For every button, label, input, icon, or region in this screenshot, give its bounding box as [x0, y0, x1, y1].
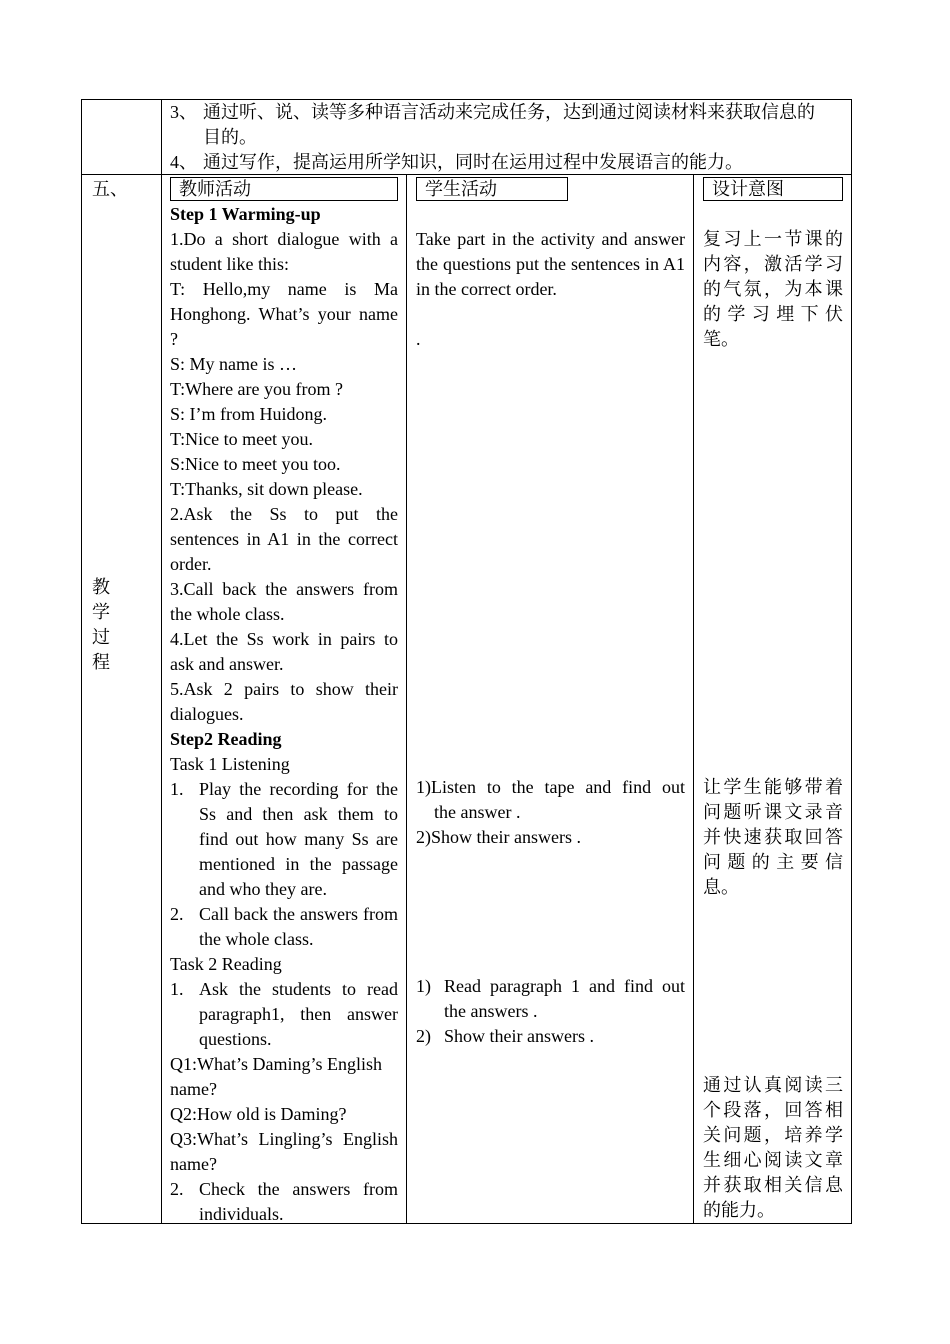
- header-design-intent: 设计意图: [703, 177, 843, 201]
- teacher-step1-item2: 2.Ask the Ss to put the sentences in A1 in the correct order.: [170, 504, 398, 574]
- design-line: 并快速获取回答: [703, 827, 843, 847]
- dialogue-line: S:Nice to meet you too.: [170, 454, 341, 474]
- step1-title: Step 1 Warming-up: [170, 204, 321, 224]
- dialogue-line: T:Nice to meet you.: [170, 429, 314, 449]
- objective-3-number: 3、: [170, 102, 197, 122]
- task2-item: [170, 1177, 398, 1227]
- list-number: 2.: [170, 904, 184, 924]
- teacher-step1-item3: 3.Call back the answers from the whole class.: [170, 579, 398, 624]
- list-text: Ask the students to read paragraph1, then answer questions.: [199, 979, 398, 1049]
- header-student-activity: 学生活动: [416, 177, 568, 201]
- objective-3-line2: 目的。: [203, 127, 257, 147]
- dialogue-line: S: My name is …: [170, 354, 298, 374]
- design-line: 复习上一节课的: [703, 229, 843, 249]
- student-task2-item: [416, 974, 685, 1024]
- teacher-step1-item5: 5.Ask 2 pairs to show their dialogues.: [170, 679, 398, 724]
- list-text: Read paragraph 1 and find out the answers .: [444, 976, 685, 1021]
- student-step1-dot: .: [416, 329, 421, 349]
- header-teacher-activity: 教师活动: [170, 177, 398, 201]
- design-line: 息。: [703, 877, 739, 897]
- task2-item: [170, 977, 398, 1052]
- question-line: Q2:How old is Daming?: [170, 1104, 347, 1124]
- design-line: 通过认真阅读三: [703, 1075, 843, 1095]
- section-title-char: 过: [92, 627, 110, 647]
- student-task1-line: the answer .: [434, 802, 521, 822]
- design-line: 的气氛，为本课: [703, 279, 843, 299]
- design-line: 内容，激活学习: [703, 254, 843, 274]
- student-task1-line: 1)Listen to the tape and find out: [416, 777, 685, 797]
- list-text: Call back the answers from the whole class.: [199, 904, 398, 949]
- list-number: 2): [416, 1026, 431, 1046]
- teacher-step1-item4: 4.Let the Ss work in pairs to ask and answer.: [170, 629, 398, 674]
- section-title-char: 程: [92, 652, 110, 672]
- design-line: 并获取相关信息: [703, 1175, 843, 1195]
- question-line: Q3:What’s Lingling’s English name?: [170, 1129, 398, 1174]
- list-number: 1): [416, 976, 431, 996]
- section-title-char: 教: [92, 577, 110, 597]
- design-intent-1: [703, 227, 843, 352]
- task2-title: Task 2 Reading: [170, 954, 282, 974]
- teacher-activity-column: [170, 202, 398, 1227]
- list-text: Check the answers from individuals.: [199, 1179, 398, 1224]
- student-step1-activity: Take part in the activity and answer the questions put the sentences in A1 in the correct order.: [416, 229, 685, 299]
- step2-title: Step2 Reading: [170, 729, 282, 749]
- design-line: 问题听课文录音: [703, 802, 843, 822]
- design-line: 让学生能够带着: [703, 777, 843, 797]
- design-line: 的学习埋下伏: [703, 304, 843, 324]
- design-line: 问题的主要信: [703, 852, 843, 872]
- dialogue-line: T:Thanks, sit down please.: [170, 479, 363, 499]
- design-line: 关问题，培养学: [703, 1125, 843, 1145]
- design-intent-2: [703, 775, 843, 900]
- column-divider-2: [406, 175, 407, 1224]
- design-line: 生细心阅读文章: [703, 1150, 843, 1170]
- design-line: 笔。: [703, 329, 739, 349]
- student-task1-line: 2)Show their answers .: [416, 827, 581, 847]
- design-intent-3: [703, 1073, 843, 1223]
- column-divider-3: [693, 175, 694, 1224]
- section-title: [91, 575, 111, 675]
- question-line: Q1:What’s Daming’s English name?: [170, 1054, 382, 1099]
- dialogue-line: T:Where are you from ?: [170, 379, 344, 399]
- dialogue-line: S: I’m from Huidong.: [170, 404, 327, 424]
- objective-4-number: 4、: [170, 152, 197, 172]
- list-number: 2.: [170, 1179, 184, 1199]
- list-number: 1.: [170, 779, 184, 799]
- design-line: 的能力。: [703, 1200, 775, 1220]
- task1-title: Task 1 Listening: [170, 754, 290, 774]
- task1-item: [170, 902, 398, 952]
- objective-3-line1: 通过听、说、读等多种语言活动来完成任务，达到通过阅读材料来获取信息的: [203, 102, 815, 122]
- objective-4-text: 通过写作，提高运用所学知识，同时在运用过程中发展语言的能力。: [203, 152, 743, 172]
- teacher-step1-item1: 1.Do a short dialogue with a student like this:: [170, 229, 398, 274]
- student-task2-list: [416, 974, 685, 1049]
- section-title-char: 学: [92, 602, 110, 622]
- column-divider-1: [161, 99, 162, 1224]
- dialogue-line: T: Hello,my name is Ma Honghong. What’s your name ?: [170, 279, 398, 349]
- list-number: 1.: [170, 979, 184, 999]
- section-number: 五、: [92, 179, 128, 199]
- list-text: Show their answers .: [444, 1026, 594, 1046]
- list-text: Play the recording for the Ss and then ask them to find out how many Ss are mentioned in the passage and who they are.: [199, 779, 398, 899]
- task1-item: [170, 777, 398, 902]
- design-line: 个段落，回答相: [703, 1100, 843, 1120]
- student-task2-item: [416, 1024, 685, 1049]
